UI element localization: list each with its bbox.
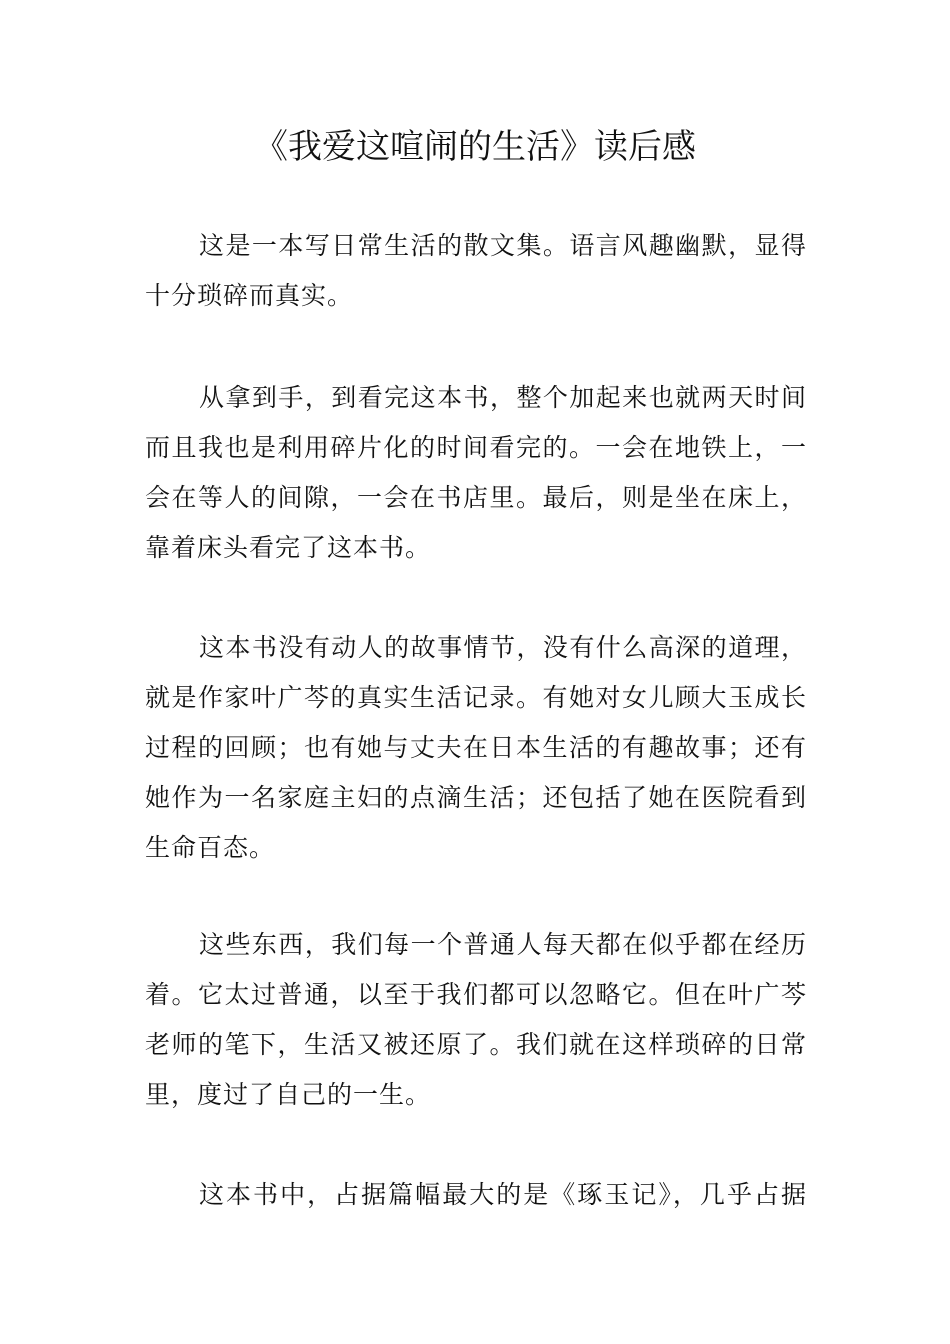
paragraph-2 bbox=[145, 373, 807, 573]
paragraph-line: 而且我也是利用碎片化的时间看完的。一会在地铁上，一 bbox=[145, 433, 807, 462]
paragraph-line: 这是一本写日常生活的散文集。语言风趣幽默，显得 bbox=[199, 231, 807, 260]
paragraph-line: 十分琐碎而真实。 bbox=[145, 281, 354, 310]
paragraph-1 bbox=[145, 221, 807, 321]
paragraph-line: 靠着床头看完了这本书。 bbox=[145, 533, 432, 562]
paragraph-line: 会在等人的间隙，一会在书店里。最后，则是坐在床上， bbox=[145, 483, 807, 512]
paragraph-3 bbox=[145, 623, 807, 873]
paragraph-line: 老师的笔下，生活又被还原了。我们就在这样琐碎的日常 bbox=[145, 1030, 807, 1059]
paragraph-line: 这些东西，我们每一个普通人每天都在似乎都在经历 bbox=[199, 930, 807, 959]
paragraph-line: 从拿到手，到看完这本书，整个加起来也就两天时间 bbox=[199, 383, 807, 412]
paragraph-line: 就是作家叶广芩的真实生活记录。有她对女儿顾大玉成长 bbox=[145, 683, 807, 712]
paragraph-line: 生命百态。 bbox=[145, 833, 276, 862]
paragraph-line: 这本书没有动人的故事情节，没有什么高深的道理， bbox=[199, 633, 807, 662]
paragraph-line: 这本书中，占据篇幅最大的是《琢玉记》，几乎占据 bbox=[199, 1180, 807, 1209]
paragraph-5 bbox=[145, 1170, 807, 1220]
paragraph-4 bbox=[145, 920, 807, 1120]
paragraph-line: 过程的回顾；也有她与丈夫在日本生活的有趣故事；还有 bbox=[145, 733, 807, 762]
document-title: 《我爱这喧闹的生活》读后感 bbox=[254, 127, 696, 167]
paragraph-line: 着。它太过普通，以至于我们都可以忽略它。但在叶广芩 bbox=[145, 980, 807, 1009]
paragraph-line: 她作为一名家庭主妇的点滴生活；还包括了她在医院看到 bbox=[145, 783, 807, 812]
paragraph-line: 里，度过了自己的一生。 bbox=[145, 1080, 432, 1109]
